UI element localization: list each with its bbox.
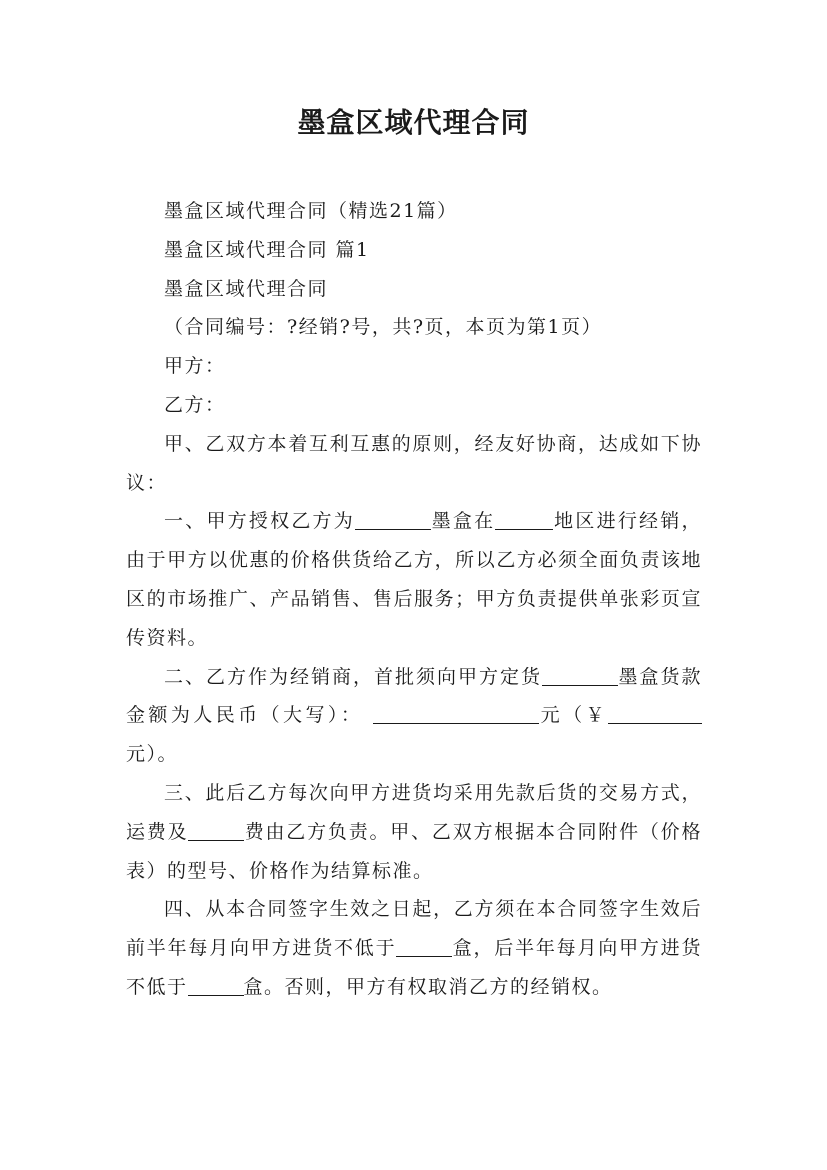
contract-number: （合同编号：?经销?号，共?页，本页为第1页） <box>164 316 603 339</box>
clause-2-text-c: 元（￥ <box>538 704 608 727</box>
clause-1-text-b: 墨盒在 <box>431 510 496 533</box>
clause-2-text-a: 二、乙方作为经销商，首批须向甲方定货 <box>164 665 542 688</box>
clause-4-text-a: 四、从本合同签字生效之日起，乙方须在本合同签字生效后前半年每月向甲方进货不低于 <box>126 898 702 960</box>
blank-fee-field[interactable] <box>188 820 244 841</box>
clause-3-paragraph <box>126 774 702 890</box>
document-title: 墨盒区域代理合同 <box>297 106 530 139</box>
preamble-paragraph: 甲、乙双方本着互利互惠的原则，经友好协商，达成如下协议： <box>126 432 702 494</box>
blank-amount-uppercase-field[interactable] <box>373 703 539 724</box>
blank-first-order-field[interactable] <box>542 665 618 686</box>
party-a-label: 甲方： <box>164 355 226 378</box>
blank-first-half-quantity-field[interactable] <box>396 936 452 957</box>
subtitle-paragraph: 墨盒区域代理合同（精选21篇） <box>164 200 458 222</box>
blank-second-half-quantity-field[interactable] <box>188 975 244 996</box>
clause-3-text-a: 三、此后乙方每次向甲方进货均采用先款后货的交易方式，运费及 <box>126 781 702 843</box>
clause-4-text-c: 盒。否则，甲方有权取消乙方的经销权。 <box>243 975 613 998</box>
clause-4-paragraph <box>126 890 702 1006</box>
contract-name: 墨盒区域代理合同 <box>164 277 329 300</box>
clause-2-text-d: 元）。 <box>126 743 179 766</box>
party-b-label: 乙方： <box>164 393 226 416</box>
blank-amount-numeric-field[interactable] <box>608 703 702 724</box>
section-heading: 墨盒区域代理合同 篇1 <box>164 238 370 261</box>
clause-2-text-b: 墨盒货款金额为人民币（大写）： <box>126 665 702 727</box>
blank-region-field[interactable] <box>495 509 553 530</box>
clause-4-text-b: 盒，后半年每月向甲方进货不低于 <box>126 937 702 998</box>
clause-1-text-c: 地区进行经销，由于甲方以优惠的价格供货给乙方，所以乙方必须全面负责该地区的市场推广、产品销售、售后服务；甲方负责提供单张彩页宣传资料。 <box>126 510 702 649</box>
clause-3-text-b: 费由乙方负责。甲、乙双方根据本合同附件（价格表）的型号、价格作为结算标准。 <box>126 820 702 882</box>
clause-1-text-a: 一、甲方授权乙方为 <box>164 510 356 533</box>
clause-1-paragraph <box>126 502 702 657</box>
clause-2-paragraph <box>126 658 702 774</box>
blank-product-field[interactable] <box>355 509 431 530</box>
document-body <box>126 192 702 1007</box>
